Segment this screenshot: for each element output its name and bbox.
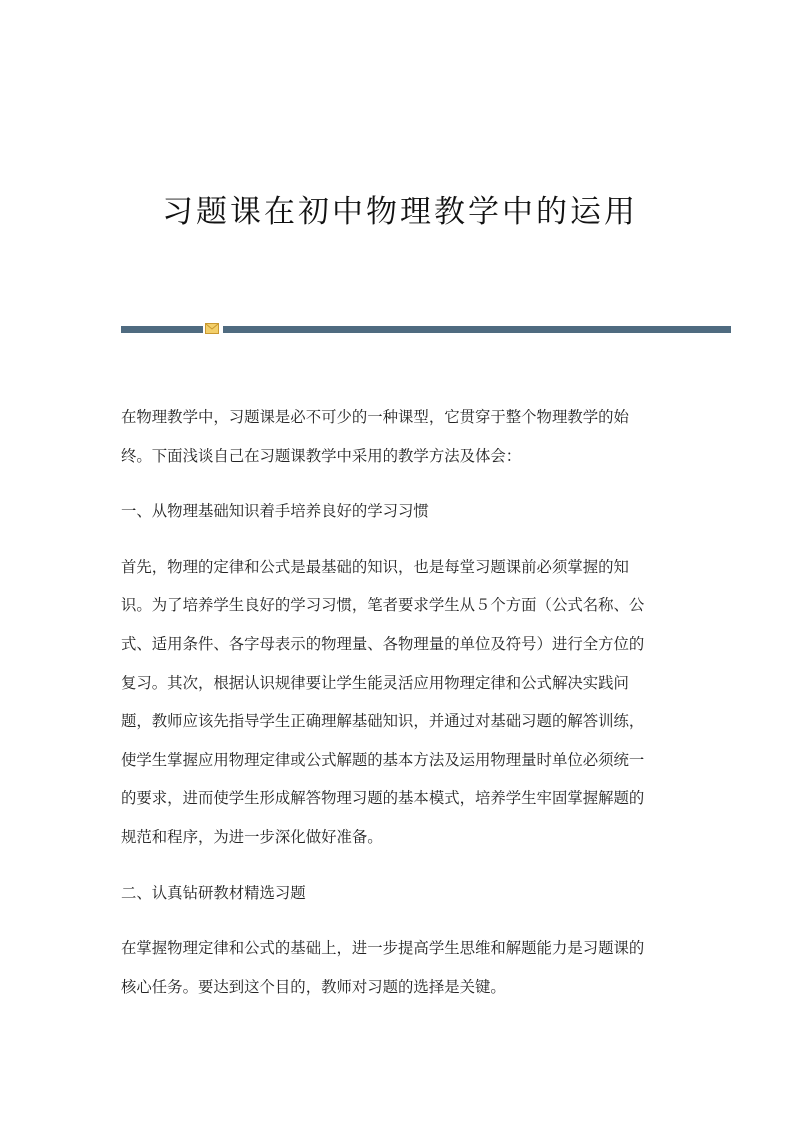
envelope-icon [205,323,219,334]
text-line: 识。为了培养学生良好的学习习惯，笔者要求学生从５个方面（公式名称、公 [121,596,645,615]
document-body [121,398,681,1023]
text-line: 首先，物理的定律和公式是最基础的知识，也是每堂习题课前必须掌握的知 [121,557,629,576]
document-title: 习题课在初中物理教学中的运用 [162,194,638,230]
paragraph-section-1 [121,548,681,857]
text-line: 规范和程序，为进一步深化做好准备。 [121,827,383,846]
paragraph-intro [121,398,681,475]
text-line: 在物理教学中，习题课是必不可少的一种课型，它贯穿于整个物理教学的始 [121,408,629,426]
heading-text: 二、认真钻研教材精选习题 [121,883,306,902]
text-line: 复习。其次，根据认识规律要让学生能灵活应用物理定律和公式解决实践问 [121,673,629,692]
section-heading-2 [121,874,681,913]
divider-rule-left [121,326,203,333]
heading-text: 一、从物理基础知识着手培养良好的学习习惯 [121,502,429,521]
text-line: 题，教师应该先指导学生正确理解基础知识，并通过对基础习题的解答训练， [121,712,645,731]
text-line: 在掌握物理定律和公式的基础上，进一步提高学生思维和解题能力是习题课的 [121,939,645,958]
section-heading-1 [121,492,681,531]
text-line: 终。下面浅谈自己在习题课教学中采用的教学方法及体会： [121,446,522,465]
text-line: 的要求，进而使学生形成解答物理习题的基本模式，培养学生牢固掌握解题的 [121,789,645,808]
divider-rule-right [223,326,731,333]
text-line: 使学生掌握应用物理定律或公式解题的基本方法及运用物理量时单位必须统一 [121,750,645,769]
paragraph-section-2 [121,929,681,1006]
text-line: 式、适用条件、各字母表示的物理量、各物理量的单位及符号）进行全方位的 [121,634,645,653]
text-line: 核心任务。要达到这个目的，教师对习题的选择是关键。 [121,977,506,996]
